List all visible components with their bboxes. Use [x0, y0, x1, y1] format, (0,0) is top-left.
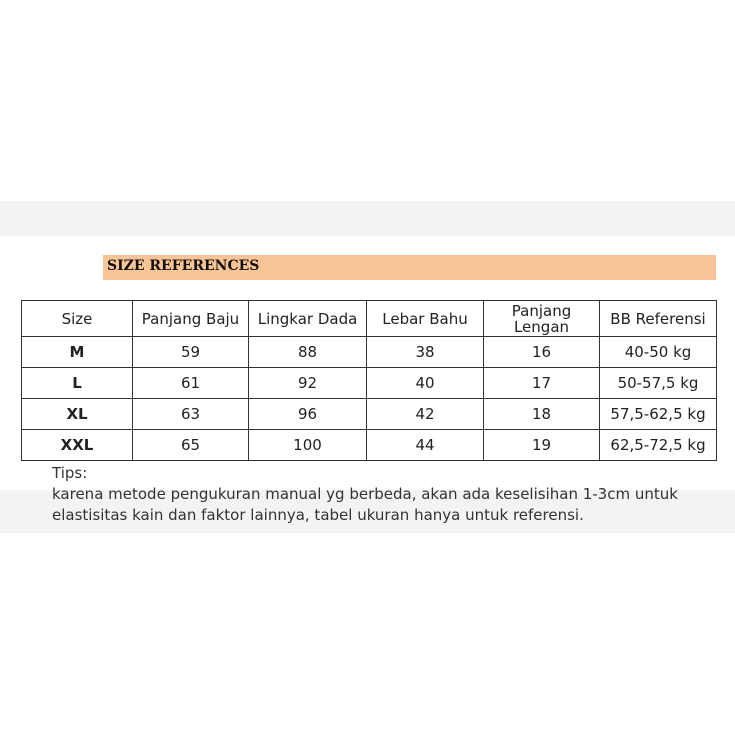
panjang-baju-cell: 65 — [133, 430, 249, 461]
size-cell: M — [22, 337, 133, 368]
tips-label: Tips: — [52, 464, 88, 482]
panjang-lengan-cell: 19 — [484, 430, 600, 461]
size-table — [21, 300, 717, 461]
panjang-lengan-cell: 16 — [484, 337, 600, 368]
panjang-lengan-cell: 17 — [484, 368, 600, 399]
bb-referensi-cell: 50-57,5 kg — [600, 368, 717, 399]
header-panjang-baju: Panjang Baju — [133, 301, 249, 337]
page-title: SIZE REFERENCES — [107, 258, 260, 274]
bb-referensi-cell: 57,5-62,5 kg — [600, 399, 717, 430]
table-row — [22, 368, 717, 399]
panjang-baju-cell: 61 — [133, 368, 249, 399]
title-bar — [103, 255, 716, 280]
bb-referensi-cell: 40-50 kg — [600, 337, 717, 368]
lingkar-dada-cell: 88 — [249, 337, 367, 368]
panjang-baju-cell: 59 — [133, 337, 249, 368]
table-row — [22, 430, 717, 461]
lingkar-dada-cell: 92 — [249, 368, 367, 399]
lingkar-dada-cell: 100 — [249, 430, 367, 461]
lebar-bahu-cell: 40 — [367, 368, 484, 399]
header-lingkar-dada: Lingkar Dada — [249, 301, 367, 337]
header-panjang-lengan: Panjang Lengan — [484, 301, 600, 337]
size-cell: XXL — [22, 430, 133, 461]
tips-section — [52, 463, 722, 526]
header-size: Size — [22, 301, 133, 337]
panjang-baju-cell: 63 — [133, 399, 249, 430]
lebar-bahu-cell: 44 — [367, 430, 484, 461]
lingkar-dada-cell: 96 — [249, 399, 367, 430]
size-cell: L — [22, 368, 133, 399]
header-lebar-bahu: Lebar Bahu — [367, 301, 484, 337]
lebar-bahu-cell: 38 — [367, 337, 484, 368]
table-header-row — [22, 301, 717, 337]
bb-referensi-cell: 62,5-72,5 kg — [600, 430, 717, 461]
header-bb-referensi: BB Referensi — [600, 301, 717, 337]
lebar-bahu-cell: 42 — [367, 399, 484, 430]
tips-text: karena metode pengukuran manual yg berbeda, akan ada keselisihan 1-3cm untuk elastisitas kain dan faktor lainnya, tabel ukuran hanya untuk referensi. — [52, 485, 678, 524]
size-cell: XL — [22, 399, 133, 430]
panjang-lengan-cell: 18 — [484, 399, 600, 430]
table-row — [22, 399, 717, 430]
table-row — [22, 337, 717, 368]
